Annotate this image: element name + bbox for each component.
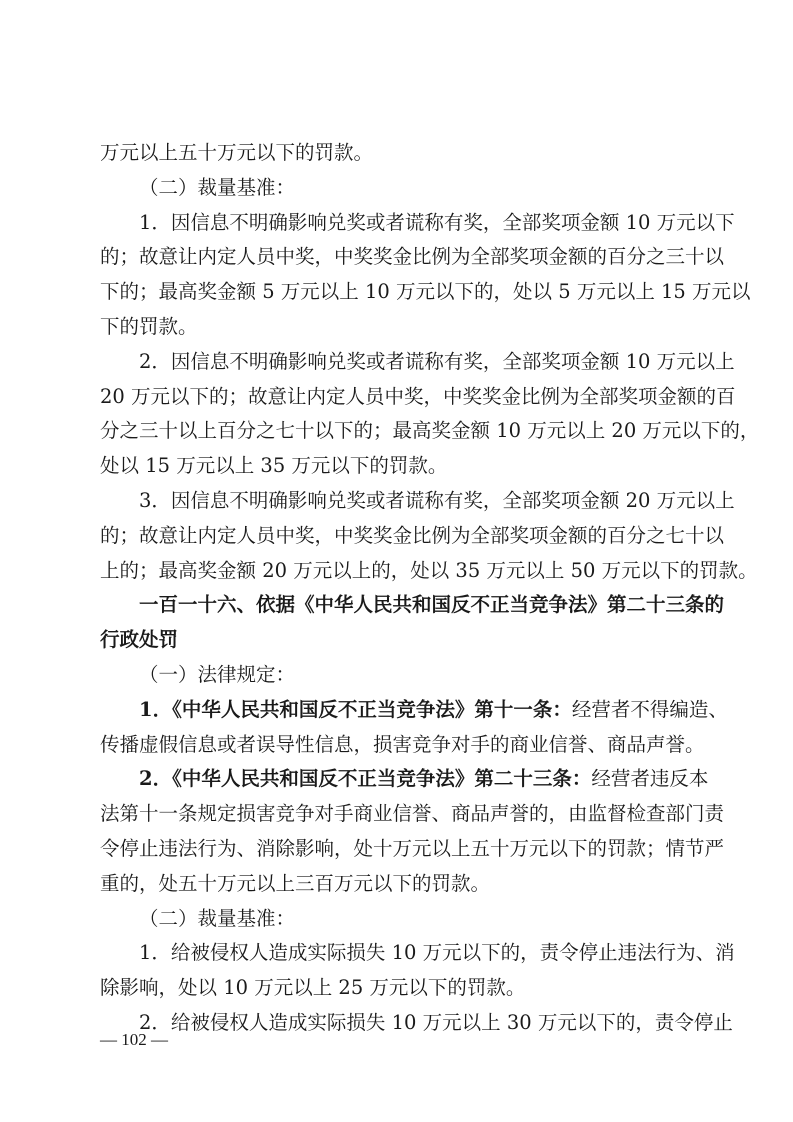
text-line: （一）法律规定： [139,662,296,686]
text-line: 传播虚假信息或者误导性信息，损害竞争对手的商业信誉、商品声誉。 [100,732,705,756]
text-line: （二）裁量基准： [139,906,296,930]
text-line [100,693,728,728]
text-segment: 经营者违反本 [591,767,709,791]
text-line: 法第十一条规定损害竞争对手商业信誉、商品声誉的，由监督检查部门责 [100,802,725,826]
text-line: 下的罚款。 [100,314,198,338]
text-line [100,762,709,797]
text-line: 20 万元以下的；故意让内定人员中奖，中奖奖金比例为全部奖项金额的百 [100,384,736,408]
text-segment: 2．《中华人民共和国反不正当竞争法》第二十三条： [139,767,592,791]
text-line: 3．因信息不明确影响兑奖或者谎称有奖，全部奖项金额 20 万元以上 [139,488,735,512]
text-line: 令停止违法行为、消除影响，处十万元以上五十万元以下的罚款；情节严 [100,836,725,860]
text-line: 一百一十六、依据《中华人民共和国反不正当竞争法》第二十三条的 [139,593,725,617]
text-line: 处以 15 万元以上 35 万元以下的罚款。 [100,454,448,478]
text-segment: 经营者不得编造、 [571,697,728,721]
text-line: 万元以上五十万元以下的罚款。 [100,141,374,164]
text-line: 重的，处五十万元以上三百万元以下的罚款。 [100,871,491,895]
text-line: 行政处罚 [100,628,179,652]
text-line: 1．给被侵权人造成实际损失 10 万元以下的，责令停止违法行为、消 [139,941,735,965]
text-line: 1．因信息不明确影响兑奖或者谎称有奖，全部奖项金额 10 万元以下 [139,210,735,234]
text-line: 的；故意让内定人员中奖，中奖奖金比例为全部奖项金额的百分之七十以 [100,523,725,547]
text-line: 上的；最高奖金额 20 万元以上的，处以 35 万元以上 50 万元以下的罚款。 [100,558,758,582]
text-line: （二）裁量基准： [139,175,296,199]
text-line: 的；故意让内定人员中奖，中奖奖金比例为全部奖项金额的百分之三十以 [100,245,725,269]
text-line: 除影响，处以 10 万元以上 25 万元以下的罚款。 [100,976,526,1000]
text-line: 2．因信息不明确影响兑奖或者谎称有奖，全部奖项金额 10 万元以上 [139,349,735,373]
text-line: 2．给被侵权人造成实际损失 10 万元以上 30 万元以下的，责令停止 [139,1010,733,1034]
document-body [100,136,760,1041]
text-line: 下的；最高奖金额 5 万元以上 10 万元以下的，处以 5 万元以上 15 万元以 [100,280,751,304]
page-number: — 102 — [100,1030,168,1049]
text-segment: 1．《中华人民共和国反不正当竞争法》第十一条： [139,697,572,721]
text-line: 分之三十以上百分之七十以下的；最高奖金额 10 万元以上 20 万元以下的， [100,419,760,443]
